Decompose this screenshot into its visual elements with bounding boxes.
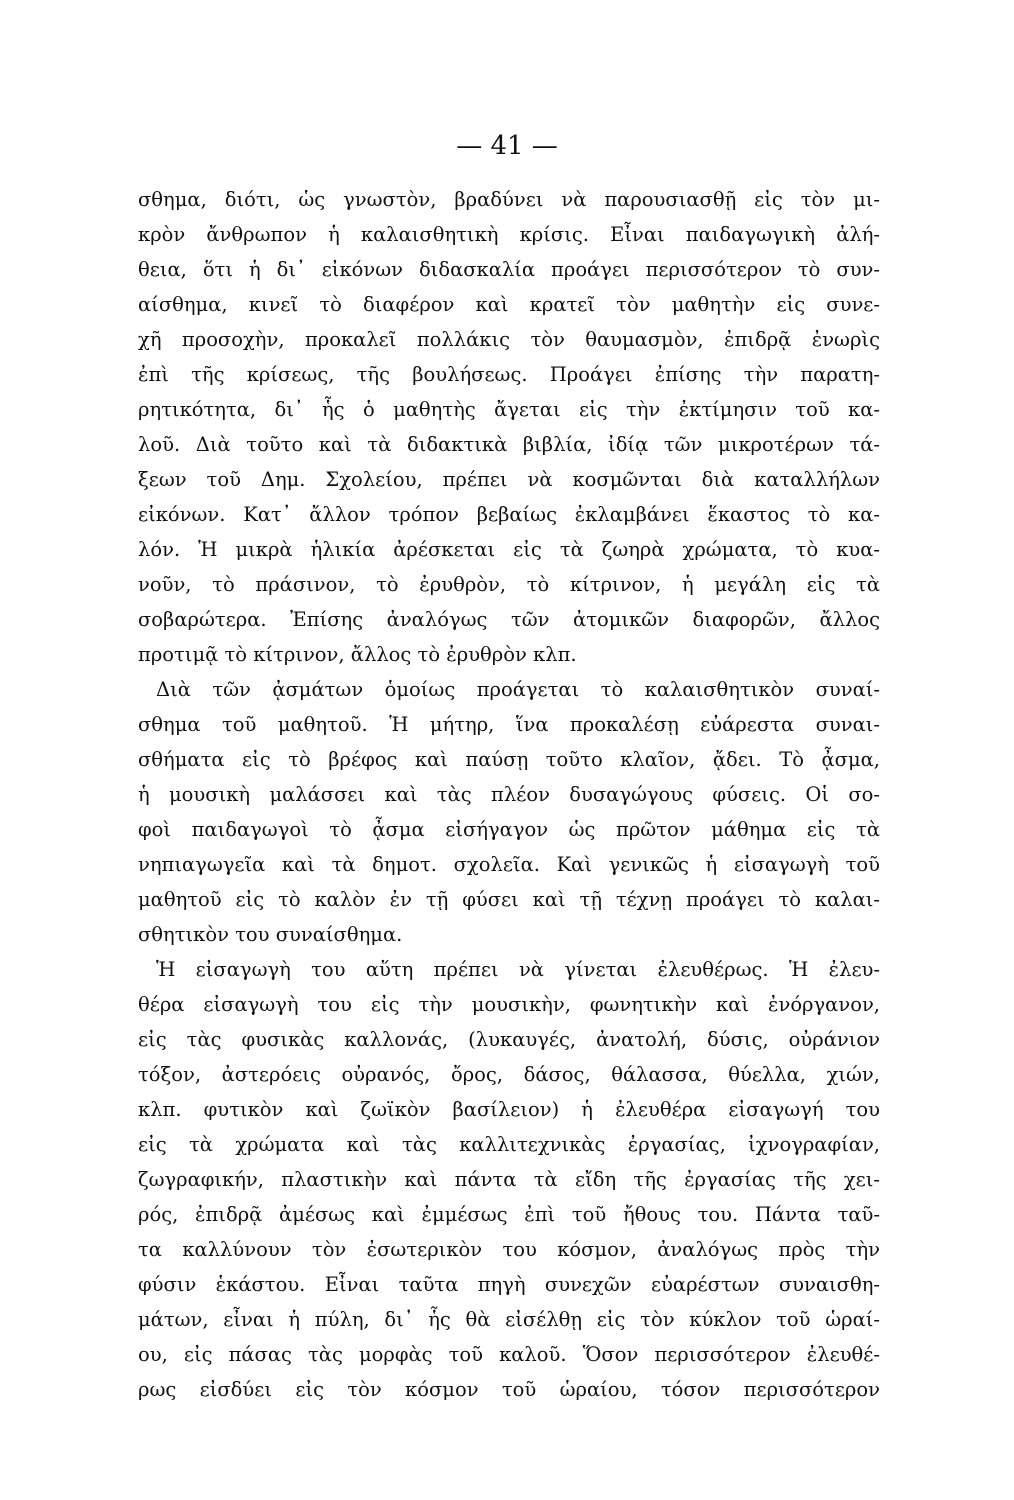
body-text	[138, 182, 880, 1407]
text-line: θέρα εἰσαγωγὴ του εἰς τὴν μουσικὴν, φωνητικὴν καὶ ἐνόργανον,	[138, 993, 880, 1016]
text-line: σθητικὸν του συναίσθημα.	[138, 923, 403, 946]
text-line: μαθητοῦ εἰς τὸ καλὸν ἐν τῇ φύσει καὶ τῇ τέχνῃ προάγει τὸ καλαι-	[138, 888, 880, 911]
text-line: εἰς τὰς φυσικὰς καλλονάς, (λυκαυγές, ἀνατολή, δύσις, οὐράνιον	[138, 1028, 880, 1051]
text-line: ἐπὶ τῆς κρίσεως, τῆς βουλήσεως. Προάγει ἐπίσης τὴν παρατη-	[138, 363, 880, 386]
text-line: κρὸν ἄνθρωπον ἡ καλαισθητικὴ κρίσις. Εἶναι παιδαγωγικὴ ἀλή-	[138, 223, 880, 246]
text-line: εἰς τὰ χρώματα καὶ τὰς καλλιτεχνικὰς ἐργασίας, ἰχνογραφίαν,	[138, 1133, 880, 1156]
page-number: — 41 —	[456, 131, 558, 161]
text-line: ξεων τοῦ Δημ. Σχολείου, πρέπει νὰ κοσμῶνται διὰ καταλλήλων	[138, 468, 880, 491]
text-line: αίσθημα, κινεῖ τὸ διαφέρον καὶ κρατεῖ τὸν μαθητὴν εἰς συνε-	[138, 293, 880, 316]
text-line: ρός, ἐπιδρᾷ ἀμέσως καὶ ἐμμέσως ἐπὶ τοῦ ἤθους του. Πάντα ταῦ-	[138, 1203, 880, 1226]
text-line: λοῦ. Διὰ τοῦτο καὶ τὰ διδακτικὰ βιβλία, ἰδίᾳ τῶν μικροτέρων τά-	[138, 433, 880, 456]
text-line: ρητικότητα, δι᾽ ἧς ὁ μαθητὴς ἄγεται εἰς τὴν ἐκτίμησιν τοῦ κα-	[138, 398, 880, 421]
text-line: φοὶ παιδαγωγοὶ τὸ ᾆσμα εἰσήγαγον ὡς πρῶτον μάθημα εἰς τὰ	[138, 818, 880, 841]
text-line: σθήματα εἰς τὸ βρέφος καὶ παύσῃ τοῦτο κλαῖον, ᾄδει. Τὸ ᾆσμα,	[138, 748, 880, 771]
text-line: κλπ. φυτικὸν καὶ ζωϊκὸν βασίλειον) ἡ ἐλευθέρα εἰσαγωγή του	[138, 1098, 880, 1121]
text-line: ἡ μουσικὴ μαλάσσει καὶ τὰς πλέον δυσαγώγους φύσεις. Οἱ σο-	[138, 783, 880, 806]
paragraph	[138, 952, 880, 1407]
text-line: τα καλλύνουν τὸν ἐσωτερικὸν του κόσμον, ἀναλόγως πρὸς τὴν	[138, 1238, 880, 1261]
text-line: νηπιαγωγεῖα καὶ τὰ δημοτ. σχολεῖα. Καὶ γενικῶς ἡ εἰσαγωγὴ τοῦ	[138, 853, 880, 876]
text-line: χῆ προσοχὴν, προκαλεῖ πολλάκις τὸν θαυμασμὸν, ἐπιδρᾷ ἐνωρὶς	[138, 328, 880, 351]
text-line: λόν. Ἡ μικρὰ ἡλικία ἀρέσκεται εἰς τὰ ζωηρὰ χρώματα, τὸ κυα-	[138, 538, 880, 561]
text-line: ου, εἰς πάσας τὰς μορφὰς τοῦ καλοῦ. Ὅσον περισσότερον ἐλευθέ-	[138, 1343, 880, 1366]
text-line: μάτων, εἶναι ἡ πύλη, δι᾽ ἧς θὰ εἰσέλθῃ εἰς τὸν κύκλον τοῦ ὡραί-	[138, 1308, 880, 1331]
text-line: σθημα τοῦ μαθητοῦ. Ἡ μήτηρ, ἵνα προκαλέσῃ εὐάρεστα συναι-	[138, 713, 880, 736]
text-line: φύσιν ἑκάστου. Εἶναι ταῦτα πηγὴ συνεχῶν εὐαρέστων συναισθη-	[138, 1273, 880, 1296]
text-line: εἰκόνων. Κατ᾽ ἄλλον τρόπον βεβαίως ἐκλαμβάνει ἕκαστος τὸ κα-	[138, 503, 880, 526]
text-line: τόξον, ἀστερόεις οὐρανός, ὄρος, δάσος, θάλασσα, θύελλα, χιών,	[138, 1063, 880, 1086]
text-line: σοβαρώτερα. Ἐπίσης ἀναλόγως τῶν ἀτομικῶν διαφορῶν, ἄλλος	[138, 608, 880, 631]
text-line: νοῦν, τὸ πράσινον, τὸ ἐρυθρὸν, τὸ κίτρινον, ἡ μεγάλη εἰς τὰ	[138, 573, 880, 596]
text-line: Ἡ εἰσαγωγὴ του αὕτη πρέπει νὰ γίνεται ἐλευθέρως. Ἡ ἐλευ-	[156, 958, 880, 981]
text-line: προτιμᾷ τὸ κίτρινον, ἄλλος τὸ ἐρυθρὸν κλπ.	[138, 643, 577, 666]
text-line: σθημα, διότι, ὡς γνωστὸν, βραδύνει νὰ παρουσιασθῇ εἰς τὸν μι-	[138, 188, 880, 211]
paragraph	[138, 672, 880, 952]
text-line: ζωγραφικήν, πλαστικὴν καὶ πάντα τὰ εἴδη τῆς ἐργασίας τῆς χει-	[138, 1168, 880, 1191]
text-line: θεια, ὅτι ἡ δι᾽ εἰκόνων διδασκαλία προάγει περισσότερον τὸ συν-	[138, 258, 880, 281]
paragraph	[138, 182, 880, 672]
text-line: Διὰ τῶν ᾀσμάτων ὁμοίως προάγεται τὸ καλαισθητικὸν συναί-	[156, 678, 880, 701]
text-line: ρως εἰσδύει εἰς τὸν κόσμον τοῦ ὡραίου, τόσον περισσότερον	[138, 1378, 880, 1401]
